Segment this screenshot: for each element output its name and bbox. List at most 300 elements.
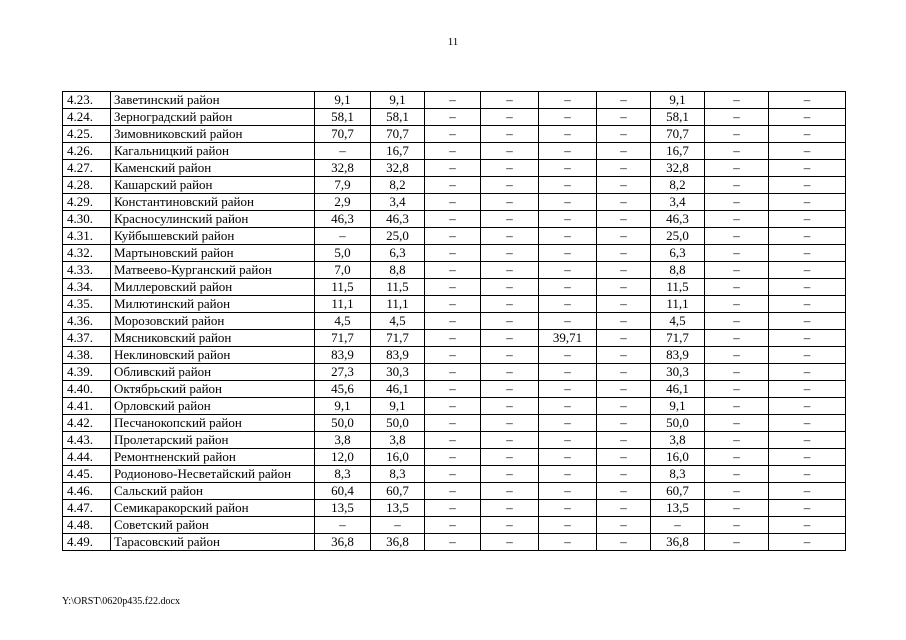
page-number: 11 (447, 36, 459, 48)
value-cell: – (597, 92, 651, 109)
district-name-cell: Советский район (111, 517, 315, 534)
value-cell: 36,8 (315, 534, 371, 551)
value-cell: 39,71 (539, 330, 597, 347)
value-cell: – (769, 143, 846, 160)
row-number-cell: 4.34. (63, 279, 111, 296)
value-cell: – (705, 194, 769, 211)
value-cell: 8,8 (371, 262, 425, 279)
value-cell: – (481, 347, 539, 364)
value-cell: – (597, 160, 651, 177)
value-cell: – (539, 364, 597, 381)
value-cell: 13,5 (651, 500, 705, 517)
table-row (63, 109, 846, 126)
value-cell: – (769, 398, 846, 415)
value-cell: – (769, 279, 846, 296)
value-cell: 4,5 (651, 313, 705, 330)
value-cell: – (597, 415, 651, 432)
table-row (63, 381, 846, 398)
value-cell: – (769, 92, 846, 109)
value-cell: – (705, 330, 769, 347)
value-cell: – (597, 466, 651, 483)
value-cell: – (539, 211, 597, 228)
value-cell: – (769, 177, 846, 194)
table-row (63, 245, 846, 262)
table-row (63, 228, 846, 245)
value-cell: – (705, 143, 769, 160)
value-cell: – (705, 381, 769, 398)
value-cell: 8,2 (651, 177, 705, 194)
value-cell: – (425, 381, 481, 398)
value-cell: – (481, 177, 539, 194)
value-cell: – (371, 517, 425, 534)
value-cell: – (597, 500, 651, 517)
value-cell: – (481, 126, 539, 143)
value-cell: 16,0 (651, 449, 705, 466)
value-cell: 11,5 (651, 279, 705, 296)
value-cell: – (705, 500, 769, 517)
row-number-cell: 4.35. (63, 296, 111, 313)
value-cell: – (597, 432, 651, 449)
value-cell: – (705, 432, 769, 449)
district-name-cell: Милютинский район (111, 296, 315, 313)
value-cell: – (481, 211, 539, 228)
value-cell: – (539, 126, 597, 143)
value-cell: – (425, 313, 481, 330)
value-cell: 8,3 (371, 466, 425, 483)
value-cell: – (705, 364, 769, 381)
value-cell: – (539, 279, 597, 296)
value-cell: – (705, 296, 769, 313)
value-cell: – (769, 500, 846, 517)
value-cell: – (769, 296, 846, 313)
value-cell: – (425, 279, 481, 296)
value-cell: – (597, 194, 651, 211)
district-name-cell: Неклиновский район (111, 347, 315, 364)
value-cell: – (597, 279, 651, 296)
value-cell: – (705, 211, 769, 228)
table-row (63, 92, 846, 109)
value-cell: 71,7 (315, 330, 371, 347)
value-cell: 46,3 (371, 211, 425, 228)
value-cell: – (769, 432, 846, 449)
value-cell: – (425, 517, 481, 534)
district-name-cell: Зерноградский район (111, 109, 315, 126)
value-cell: – (481, 143, 539, 160)
district-name-cell: Каменский район (111, 160, 315, 177)
value-cell: – (539, 194, 597, 211)
value-cell: – (539, 296, 597, 313)
value-cell: 8,3 (651, 466, 705, 483)
value-cell: – (481, 245, 539, 262)
value-cell: 11,1 (651, 296, 705, 313)
district-name-cell: Сальский район (111, 483, 315, 500)
value-cell: 11,5 (371, 279, 425, 296)
value-cell: 83,9 (315, 347, 371, 364)
value-cell: 25,0 (371, 228, 425, 245)
value-cell: – (769, 449, 846, 466)
value-cell: – (481, 160, 539, 177)
value-cell: – (705, 126, 769, 143)
value-cell: – (425, 92, 481, 109)
value-cell: 46,3 (651, 211, 705, 228)
value-cell: 46,3 (315, 211, 371, 228)
value-cell: – (425, 109, 481, 126)
value-cell: 11,1 (315, 296, 371, 313)
value-cell: 8,3 (315, 466, 371, 483)
district-name-cell: Ремонтненский район (111, 449, 315, 466)
row-number-cell: 4.47. (63, 500, 111, 517)
table-row (63, 296, 846, 313)
value-cell: 36,8 (651, 534, 705, 551)
value-cell: 4,5 (371, 313, 425, 330)
value-cell: 70,7 (651, 126, 705, 143)
value-cell: – (481, 466, 539, 483)
value-cell: – (769, 330, 846, 347)
value-cell: 16,7 (651, 143, 705, 160)
row-number-cell: 4.42. (63, 415, 111, 432)
value-cell: 32,8 (651, 160, 705, 177)
value-cell: 8,2 (371, 177, 425, 194)
value-cell: – (597, 177, 651, 194)
value-cell: – (539, 415, 597, 432)
value-cell: – (315, 517, 371, 534)
district-name-cell: Зимовниковский район (111, 126, 315, 143)
table-row (63, 500, 846, 517)
value-cell: 36,8 (371, 534, 425, 551)
table-row (63, 347, 846, 364)
value-cell: – (425, 449, 481, 466)
row-number-cell: 4.33. (63, 262, 111, 279)
value-cell: – (481, 415, 539, 432)
value-cell: 2,9 (315, 194, 371, 211)
value-cell: – (597, 381, 651, 398)
data-table (62, 91, 846, 551)
value-cell: – (597, 347, 651, 364)
value-cell: – (539, 262, 597, 279)
table-row (63, 160, 846, 177)
value-cell: – (769, 109, 846, 126)
row-number-cell: 4.40. (63, 381, 111, 398)
value-cell: – (597, 211, 651, 228)
table-row (63, 415, 846, 432)
value-cell: – (597, 126, 651, 143)
value-cell: 46,1 (651, 381, 705, 398)
value-cell: – (769, 126, 846, 143)
value-cell: – (705, 228, 769, 245)
value-cell: – (769, 245, 846, 262)
table-row (63, 466, 846, 483)
table-row (63, 194, 846, 211)
row-number-cell: 4.29. (63, 194, 111, 211)
value-cell: – (425, 126, 481, 143)
row-number-cell: 4.25. (63, 126, 111, 143)
value-cell: – (769, 347, 846, 364)
value-cell: – (425, 330, 481, 347)
value-cell: – (481, 449, 539, 466)
value-cell: – (425, 500, 481, 517)
value-cell: – (705, 449, 769, 466)
value-cell: – (481, 381, 539, 398)
value-cell: 3,8 (371, 432, 425, 449)
row-number-cell: 4.28. (63, 177, 111, 194)
value-cell: 3,8 (651, 432, 705, 449)
value-cell: – (425, 364, 481, 381)
row-number-cell: 4.36. (63, 313, 111, 330)
district-name-cell: Семикаракорский район (111, 500, 315, 517)
value-cell: – (539, 92, 597, 109)
district-name-cell: Кагальницкий район (111, 143, 315, 160)
value-cell: – (539, 347, 597, 364)
value-cell: 13,5 (315, 500, 371, 517)
value-cell: – (769, 534, 846, 551)
value-cell: – (425, 194, 481, 211)
footer-file-path: Y:\ORST\0620p435.f22.docx (62, 596, 180, 607)
row-number-cell: 4.23. (63, 92, 111, 109)
value-cell: 7,9 (315, 177, 371, 194)
value-cell: 16,0 (371, 449, 425, 466)
row-number-cell: 4.41. (63, 398, 111, 415)
value-cell: – (539, 160, 597, 177)
value-cell: 11,5 (315, 279, 371, 296)
value-cell: – (481, 432, 539, 449)
value-cell: – (705, 517, 769, 534)
value-cell: 9,1 (651, 398, 705, 415)
table-row (63, 432, 846, 449)
value-cell: – (481, 517, 539, 534)
value-cell: – (481, 109, 539, 126)
value-cell: – (539, 534, 597, 551)
district-name-cell: Октябрьский район (111, 381, 315, 398)
value-cell: 13,5 (371, 500, 425, 517)
value-cell: – (705, 313, 769, 330)
table-row (63, 534, 846, 551)
district-name-cell: Пролетарский район (111, 432, 315, 449)
value-cell: 3,8 (315, 432, 371, 449)
value-cell: – (597, 483, 651, 500)
value-cell: 60,7 (651, 483, 705, 500)
value-cell: 12,0 (315, 449, 371, 466)
value-cell: 58,1 (651, 109, 705, 126)
row-number-cell: 4.48. (63, 517, 111, 534)
value-cell: – (769, 262, 846, 279)
value-cell: – (425, 534, 481, 551)
value-cell: 3,4 (371, 194, 425, 211)
value-cell: – (539, 177, 597, 194)
value-cell: – (769, 211, 846, 228)
value-cell: – (481, 534, 539, 551)
row-number-cell: 4.31. (63, 228, 111, 245)
row-number-cell: 4.24. (63, 109, 111, 126)
value-cell: 32,8 (315, 160, 371, 177)
value-cell: – (539, 466, 597, 483)
district-name-cell: Песчанокопский район (111, 415, 315, 432)
row-number-cell: 4.43. (63, 432, 111, 449)
row-number-cell: 4.46. (63, 483, 111, 500)
value-cell: – (481, 262, 539, 279)
table-row (63, 364, 846, 381)
value-cell: – (705, 534, 769, 551)
value-cell: – (651, 517, 705, 534)
value-cell: – (425, 483, 481, 500)
table-row (63, 143, 846, 160)
value-cell: – (705, 92, 769, 109)
district-name-cell: Орловский район (111, 398, 315, 415)
value-cell: – (597, 296, 651, 313)
value-cell: – (425, 398, 481, 415)
value-cell: – (597, 245, 651, 262)
value-cell: – (597, 228, 651, 245)
table-row (63, 177, 846, 194)
value-cell: – (705, 279, 769, 296)
district-name-cell: Морозовский район (111, 313, 315, 330)
table-row (63, 449, 846, 466)
table-row (63, 517, 846, 534)
value-cell: – (425, 228, 481, 245)
value-cell: 30,3 (651, 364, 705, 381)
value-cell: 60,4 (315, 483, 371, 500)
value-cell: – (539, 381, 597, 398)
value-cell: – (705, 177, 769, 194)
value-cell: 60,7 (371, 483, 425, 500)
value-cell: – (425, 466, 481, 483)
row-number-cell: 4.44. (63, 449, 111, 466)
district-name-cell: Тарасовский район (111, 534, 315, 551)
table-body (63, 92, 846, 551)
value-cell: – (425, 143, 481, 160)
row-number-cell: 4.45. (63, 466, 111, 483)
value-cell: – (769, 483, 846, 500)
row-number-cell: 4.30. (63, 211, 111, 228)
value-cell: – (481, 398, 539, 415)
value-cell: 83,9 (371, 347, 425, 364)
district-name-cell: Константиновский район (111, 194, 315, 211)
value-cell: – (597, 449, 651, 466)
district-name-cell: Куйбышевский район (111, 228, 315, 245)
district-name-cell: Родионово-Несветайский район (111, 466, 315, 483)
value-cell: – (769, 364, 846, 381)
value-cell: – (705, 262, 769, 279)
table-row (63, 483, 846, 500)
value-cell: – (539, 432, 597, 449)
value-cell: – (769, 381, 846, 398)
value-cell: 58,1 (371, 109, 425, 126)
value-cell: 3,4 (651, 194, 705, 211)
value-cell: 71,7 (651, 330, 705, 347)
value-cell: – (597, 534, 651, 551)
district-name-cell: Матвеево-Курганский район (111, 262, 315, 279)
value-cell: 50,0 (371, 415, 425, 432)
value-cell: – (597, 143, 651, 160)
value-cell: 9,1 (651, 92, 705, 109)
value-cell: – (769, 228, 846, 245)
row-number-cell: 4.27. (63, 160, 111, 177)
value-cell: – (597, 364, 651, 381)
value-cell: – (705, 160, 769, 177)
value-cell: – (769, 313, 846, 330)
value-cell: – (425, 245, 481, 262)
value-cell: – (539, 449, 597, 466)
value-cell: – (705, 347, 769, 364)
row-number-cell: 4.38. (63, 347, 111, 364)
value-cell: – (705, 109, 769, 126)
value-cell: – (705, 415, 769, 432)
value-cell: – (315, 143, 371, 160)
value-cell: – (315, 228, 371, 245)
value-cell: – (539, 109, 597, 126)
value-cell: – (481, 194, 539, 211)
value-cell: – (597, 313, 651, 330)
value-cell: – (481, 313, 539, 330)
value-cell: 5,0 (315, 245, 371, 262)
value-cell: 9,1 (371, 398, 425, 415)
value-cell: 6,3 (651, 245, 705, 262)
value-cell: – (481, 364, 539, 381)
value-cell: – (597, 398, 651, 415)
table-row (63, 211, 846, 228)
value-cell: 46,1 (371, 381, 425, 398)
district-name-cell: Кашарский район (111, 177, 315, 194)
row-number-cell: 4.37. (63, 330, 111, 347)
value-cell: – (769, 517, 846, 534)
value-cell: – (705, 466, 769, 483)
row-number-cell: 4.32. (63, 245, 111, 262)
value-cell: 9,1 (371, 92, 425, 109)
value-cell: 71,7 (371, 330, 425, 347)
district-name-cell: Миллеровский район (111, 279, 315, 296)
value-cell: – (425, 262, 481, 279)
value-cell: 16,7 (371, 143, 425, 160)
value-cell: – (481, 500, 539, 517)
value-cell: 70,7 (371, 126, 425, 143)
district-name-cell: Обливский район (111, 364, 315, 381)
value-cell: – (705, 398, 769, 415)
value-cell: – (481, 279, 539, 296)
value-cell: 7,0 (315, 262, 371, 279)
district-name-cell: Красносулинский район (111, 211, 315, 228)
value-cell: 70,7 (315, 126, 371, 143)
value-cell: – (769, 415, 846, 432)
row-number-cell: 4.39. (63, 364, 111, 381)
value-cell: – (539, 517, 597, 534)
value-cell: – (481, 483, 539, 500)
value-cell: 30,3 (371, 364, 425, 381)
value-cell: – (597, 262, 651, 279)
value-cell: – (425, 296, 481, 313)
table-row (63, 279, 846, 296)
value-cell: – (597, 517, 651, 534)
value-cell: – (705, 483, 769, 500)
value-cell: 9,1 (315, 398, 371, 415)
value-cell: – (705, 245, 769, 262)
value-cell: – (425, 347, 481, 364)
table-row (63, 262, 846, 279)
value-cell: 4,5 (315, 313, 371, 330)
row-number-cell: 4.26. (63, 143, 111, 160)
value-cell: – (425, 415, 481, 432)
value-cell: 50,0 (315, 415, 371, 432)
value-cell: 8,8 (651, 262, 705, 279)
district-name-cell: Заветинский район (111, 92, 315, 109)
value-cell: 50,0 (651, 415, 705, 432)
value-cell: – (425, 432, 481, 449)
value-cell: 11,1 (371, 296, 425, 313)
value-cell: 32,8 (371, 160, 425, 177)
value-cell: 25,0 (651, 228, 705, 245)
row-number-cell: 4.49. (63, 534, 111, 551)
value-cell: – (769, 194, 846, 211)
table-row (63, 330, 846, 347)
value-cell: 9,1 (315, 92, 371, 109)
